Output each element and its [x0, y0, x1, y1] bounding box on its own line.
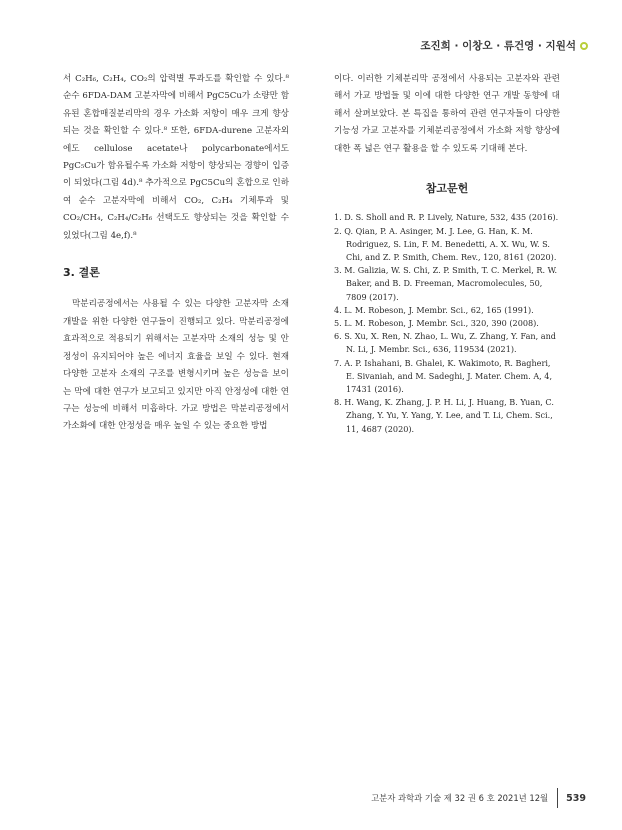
- reference-item: 6. S. Xu, X. Ren, N. Zhao, L. Wu, Z. Zhang, Y. Fan, and N. Li, J. Membr. Sci., 636, 119534 (2021).: [334, 331, 556, 355]
- footer-journal: 고분자 과학과 기술 제 32 권 6 호 2021년 12월: [371, 793, 549, 803]
- body-paragraph: 이다. 이러한 기체분리막 공정에서 사용되는 고분자와 관련해서 가교 방법들 및 이에 대한 다양한 연구 개발 동향에 대해서 살펴보았다. 본 특집을 통하여 관련 연구자들이 다양한 기능성 가교 고분자를 기체분리공정에서 가소화 저항 향상에 대한 폭 넓은 연구 활용을 할 수 있도록 기대해 본다.: [334, 74, 560, 154]
- reference-item: 1. D. S. Sholl and R. P. Lively, Nature, 532, 435 (2016).: [334, 212, 559, 223]
- reference-item: 5. L. M. Robeson, J. Membr. Sci., 320, 390 (2008).: [334, 318, 539, 329]
- references-title: 참고문헌: [425, 182, 469, 196]
- footer-divider: [557, 788, 558, 808]
- reference-item: 7. A. P. Ishahani, B. Ghalei, K. Wakimoto, R. Bagheri, E. Sivaniah, and M. Sadeghi, J. Mater. Chem. A, 4, 17431 (2016).: [334, 357, 553, 395]
- reference-list: [334, 211, 560, 435]
- header-authors: 조진희 · 이창오 · 류건영 · 지원석: [420, 40, 576, 52]
- right-column: [334, 71, 560, 436]
- reference-item: 3. M. Galizia, W. S. Chi, Z. P. Smith, T. C. Merkel, R. W. Baker, and B. D. Freeman, Macromolecules, 50, 7809 (2017).: [334, 265, 558, 302]
- left-column: [63, 71, 289, 436]
- running-header: [420, 38, 588, 53]
- section-title-conclusion: 3. 결론: [63, 266, 100, 280]
- reference-item: 4. L. M. Robeson, J. Membr. Sci., 62, 165 (1991).: [334, 304, 534, 315]
- reference-item: 8. H. Wang, K. Zhang, J. P. H. Li, J. Huang, B. Yuan, C. Zhang, Y. Yu, Y. Yang, Y. Lee, and T. Li, Chem. Sci., 11, 4687 (2020).: [334, 397, 554, 434]
- circle-bullet-icon: [580, 42, 588, 50]
- page-footer: [371, 788, 586, 808]
- page-number: 539: [566, 792, 586, 804]
- body-paragraph: 서 C₂H₆, C₂H₄, CO₂의 압력별 투과도를 확인할 수 있다.⁸ 순수 6FDA-DAM 고분자막에 비해서 PgC5Cu가 소량만 함유된 혼합매질분리막의 경우 가소화 저항이 매우 크게 향상되는 것을 확인할 수 있다.⁸ 또한, 6FDA-durene 고분자외에도 cellulose acetate나 polycarbonate에서도 PgC₅Cu가 함유될수록 가소화 저항이 향상되는 경향이 입증이 되었다(그림 4d).⁸ 추가적으로 PgC5Cu의 혼합으로 인하여 순수 고분자막에 비해서 CO₂, C₂H₄ 기체투과 및 CO₂/CH₄, C₂H₄/C₂H₆ 선택도도 향상되는 것을 확인할 수 있었다(그림 4e,f).⁸: [63, 74, 289, 241]
- reference-item: 2. Q. Qian, P. A. Asinger, M. J. Lee, G. Han, K. M. Rodriguez, S. Lin, F. M. Benedetti, A. X. Wu, W. S. Chi, and Z. P. Smith, Chem. Rev., 120, 8161 (2020).: [334, 225, 557, 263]
- body-paragraph: 막분리공정에서는 사용될 수 있는 다양한 고분자막 소재 개발을 위한 다양한 연구들이 진행되고 있다. 막분리공정에 효과적으로 적용되기 위해서는 고분자막 소재의 성능 및 안정성이 유지되어야 높은 에너지 효율을 보일 수 있다. 현재 다양한 고분자 소재의 구조를 변형시키며 높은 성능을 보이는 막에 대한 연구가 보고되고 있지만 아직 안정성에 대한 연구는 성능에 비해서 미흡하다. 가교 방법은 막분리공정에서 가소화에 대한 안정성을 매우 높일 수 있는 중요한 방법: [63, 299, 289, 432]
